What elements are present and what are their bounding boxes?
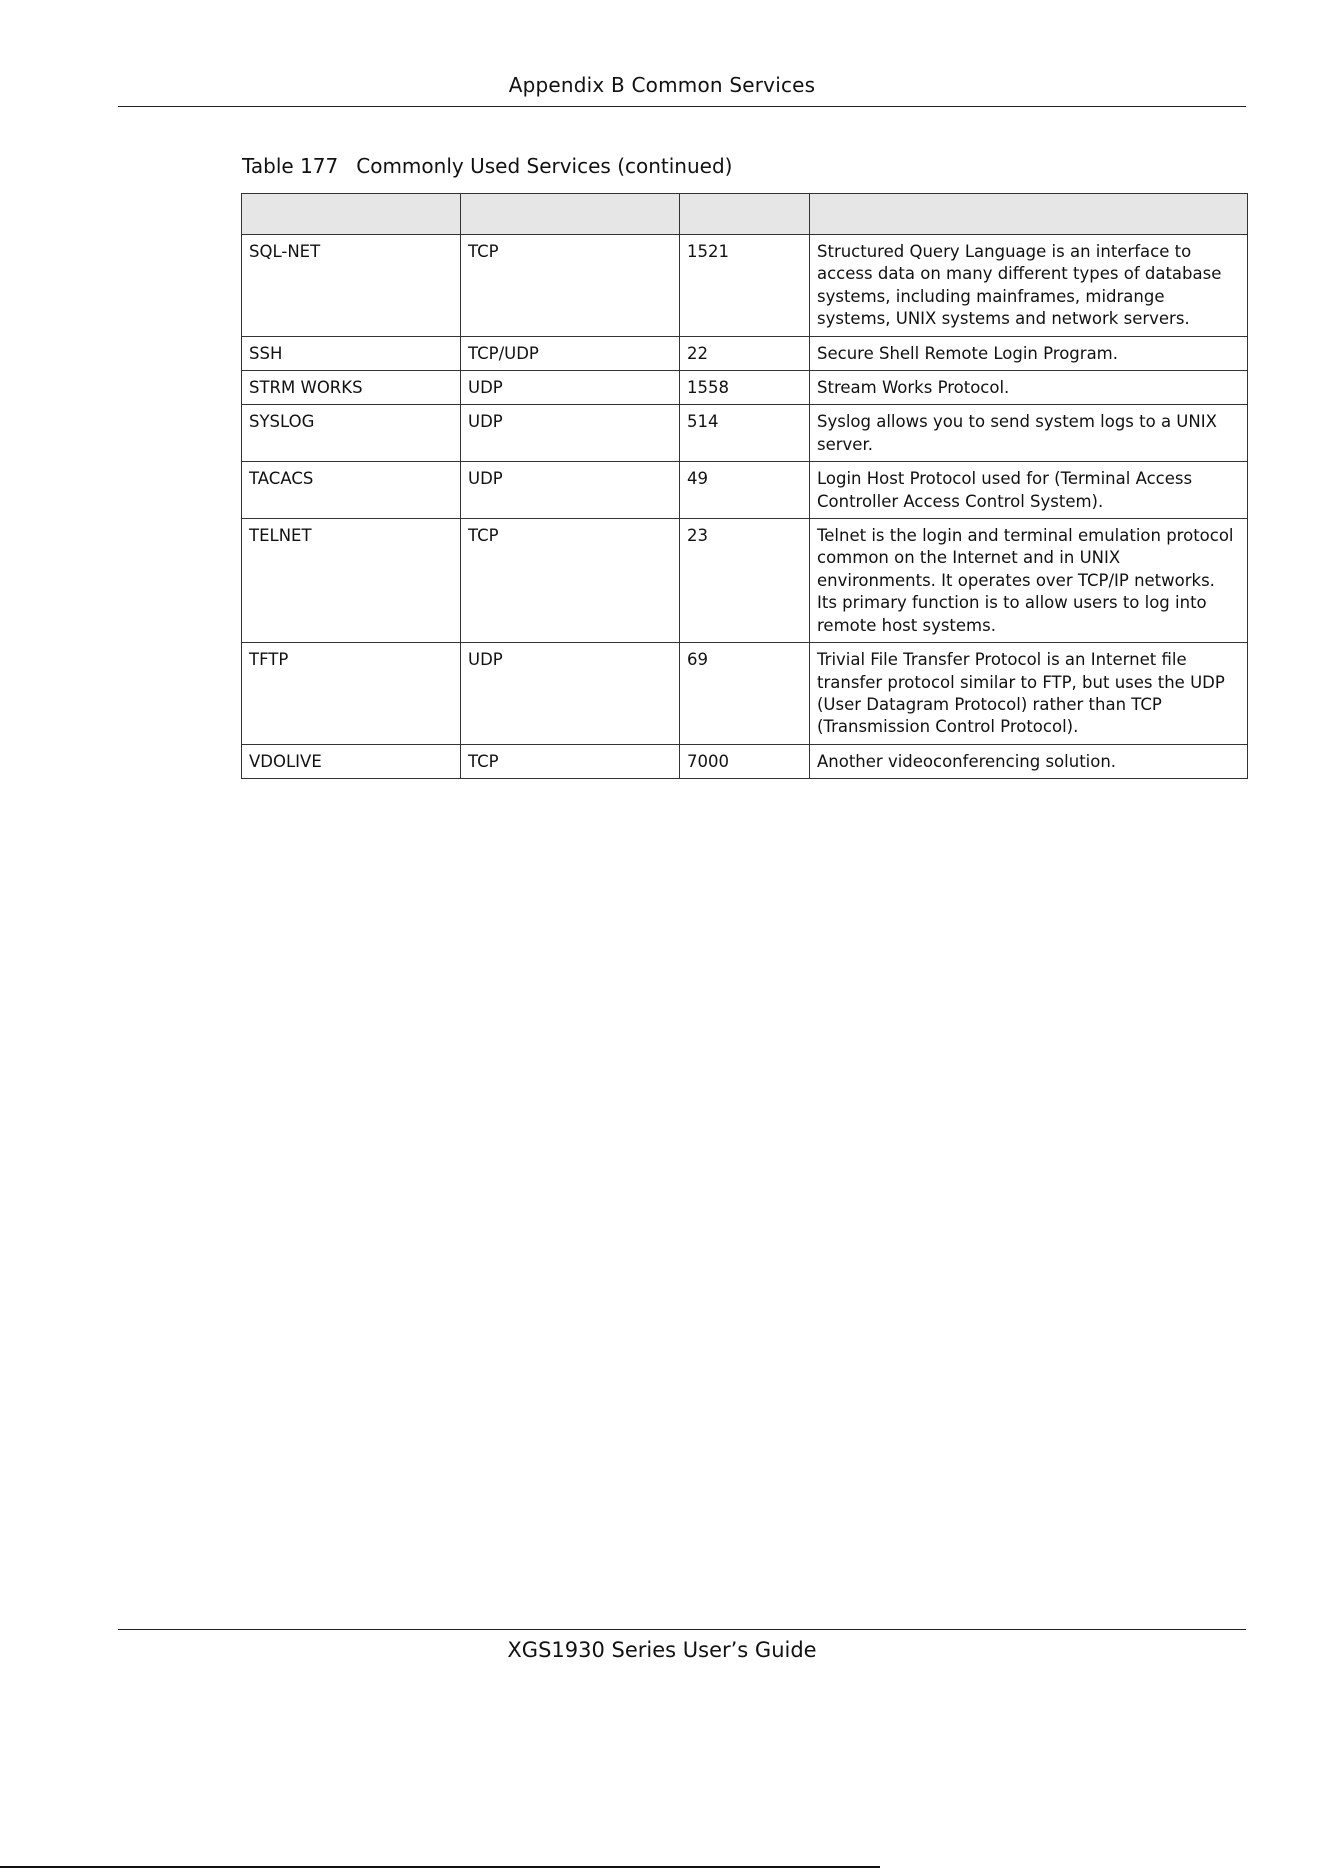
protocol-cell: TCP — [461, 519, 680, 643]
table-row — [242, 336, 1248, 370]
page-bottom-edge — [0, 1866, 880, 1868]
service-name-cell: TACACS — [242, 462, 461, 519]
protocol-cell: TCP — [461, 235, 680, 337]
service-name-cell: TELNET — [242, 519, 461, 643]
description-cell: Syslog allows you to send system logs to a UNIX server. — [810, 405, 1248, 462]
port-cell: 1521 — [680, 235, 810, 337]
table-row — [242, 744, 1248, 778]
page-header-title: Appendix B Common Services — [508, 73, 816, 97]
protocol-cell: UDP — [461, 462, 680, 519]
page-footer-title: XGS1930 Series User’s Guide — [507, 1638, 817, 1662]
table-row — [242, 519, 1248, 643]
service-name-cell: SSH — [242, 336, 461, 370]
description-cell: Login Host Protocol used for (Terminal Access Controller Access Control System). — [810, 462, 1248, 519]
protocol-cell: UDP — [461, 371, 680, 405]
table-row — [242, 462, 1248, 519]
protocol-cell: TCP — [461, 744, 680, 778]
table-row — [242, 235, 1248, 337]
table-row — [242, 405, 1248, 462]
description-cell: Structured Query Language is an interface to access data on many different types of database systems, including mainframes, midrange systems, UNIX systems and network servers. — [810, 235, 1248, 337]
table-caption-text: Commonly Used Services (continued) — [356, 154, 733, 178]
services-table — [241, 193, 1248, 779]
port-cell: 23 — [680, 519, 810, 643]
description-cell: Trivial File Transfer Protocol is an Internet file transfer protocol similar to FTP, but uses the UDP (User Datagram Protocol) rather than TCP (Transmission Control Protocol). — [810, 643, 1248, 745]
service-name-cell: TFTP — [242, 643, 461, 745]
port-cell: 514 — [680, 405, 810, 462]
protocol-cell: UDP — [461, 643, 680, 745]
table-row — [242, 371, 1248, 405]
header-divider — [118, 106, 1246, 107]
port-cell: 7000 — [680, 744, 810, 778]
description-cell: Telnet is the login and terminal emulation protocol common on the Internet and in UNIX environments. It operates over TCP/IP networks. Its primary function is to allow users to log into remote host systems. — [810, 519, 1248, 643]
description-cell: Another videoconferencing solution. — [810, 744, 1248, 778]
protocol-cell: TCP/UDP — [461, 336, 680, 370]
port-cell: 69 — [680, 643, 810, 745]
header-cell-name — [242, 194, 461, 235]
service-name-cell: VDOLIVE — [242, 744, 461, 778]
table-caption-number: Table 177 — [242, 154, 339, 178]
protocol-cell: UDP — [461, 405, 680, 462]
port-cell: 1558 — [680, 371, 810, 405]
table-caption — [242, 154, 732, 178]
header-cell-protocol — [461, 194, 680, 235]
service-name-cell: SQL-NET — [242, 235, 461, 337]
service-name-cell: STRM WORKS — [242, 371, 461, 405]
header-cell-port — [680, 194, 810, 235]
port-cell: 49 — [680, 462, 810, 519]
description-cell: Stream Works Protocol. — [810, 371, 1248, 405]
footer-divider — [118, 1629, 1246, 1630]
table-row — [242, 643, 1248, 745]
port-cell: 22 — [680, 336, 810, 370]
description-cell: Secure Shell Remote Login Program. — [810, 336, 1248, 370]
service-name-cell: SYSLOG — [242, 405, 461, 462]
table-header-row — [242, 194, 1248, 235]
header-cell-description — [810, 194, 1248, 235]
